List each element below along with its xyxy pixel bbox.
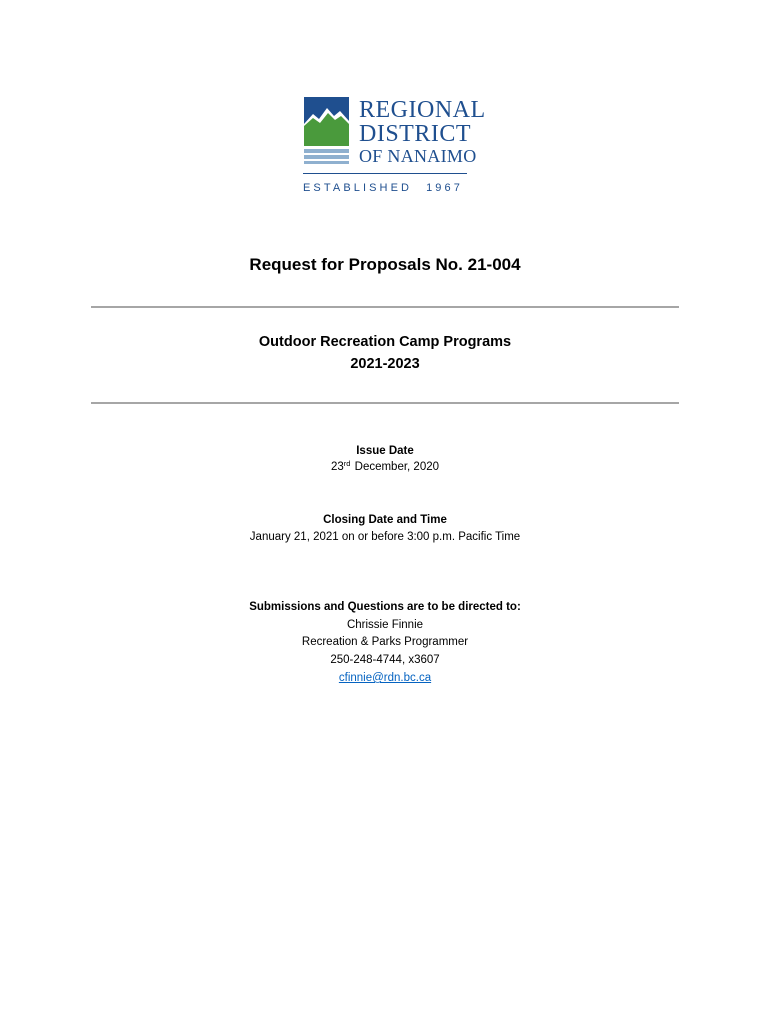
issue-date-day: 23	[330, 461, 344, 473]
issue-date-rest: December, 2020	[351, 461, 440, 473]
contact-role: Recreation & Parks Programmer	[301, 636, 469, 648]
contact-email-link[interactable]: cfinnie@rdn.bc.ca	[338, 672, 432, 684]
logo-established-year: 1967	[426, 182, 463, 194]
document-title: Request for Proposals No. 21-004	[249, 255, 521, 274]
logo-divider	[303, 173, 467, 174]
issue-date-label: Issue Date	[356, 445, 414, 457]
subtitle-line-2: 2021-2023	[350, 356, 420, 372]
closing-date-label: Closing Date and Time	[323, 514, 447, 526]
document-subtitle	[0, 331, 770, 375]
issue-date-value	[0, 461, 770, 473]
logo-text-regional: REGIONAL	[359, 97, 486, 123]
bottom-divider	[91, 402, 679, 404]
subtitle-line-1: Outdoor Recreation Camp Programs	[258, 334, 512, 350]
contact-email	[0, 670, 770, 688]
closing-date-value: January 21, 2021 on or before 3:00 p.m. Pacific Time	[249, 531, 521, 543]
contact-phone: 250-248-4744, x3607	[330, 654, 440, 666]
rdn-logo	[303, 96, 486, 200]
contact-heading: Submissions and Questions are to be directed to:	[249, 601, 521, 613]
logo-established	[303, 182, 469, 194]
logo-text-district: DISTRICT	[359, 121, 471, 147]
logo-text-of-nanaimo: OF NANAIMO	[359, 146, 477, 166]
issue-date-ordinal: rd	[343, 459, 351, 468]
contact-name: Chrissie Finnie	[346, 619, 424, 631]
logo-established-label: ESTABLISHED	[303, 182, 413, 194]
top-divider	[91, 306, 679, 308]
logo-mountain-icon	[303, 96, 353, 166]
